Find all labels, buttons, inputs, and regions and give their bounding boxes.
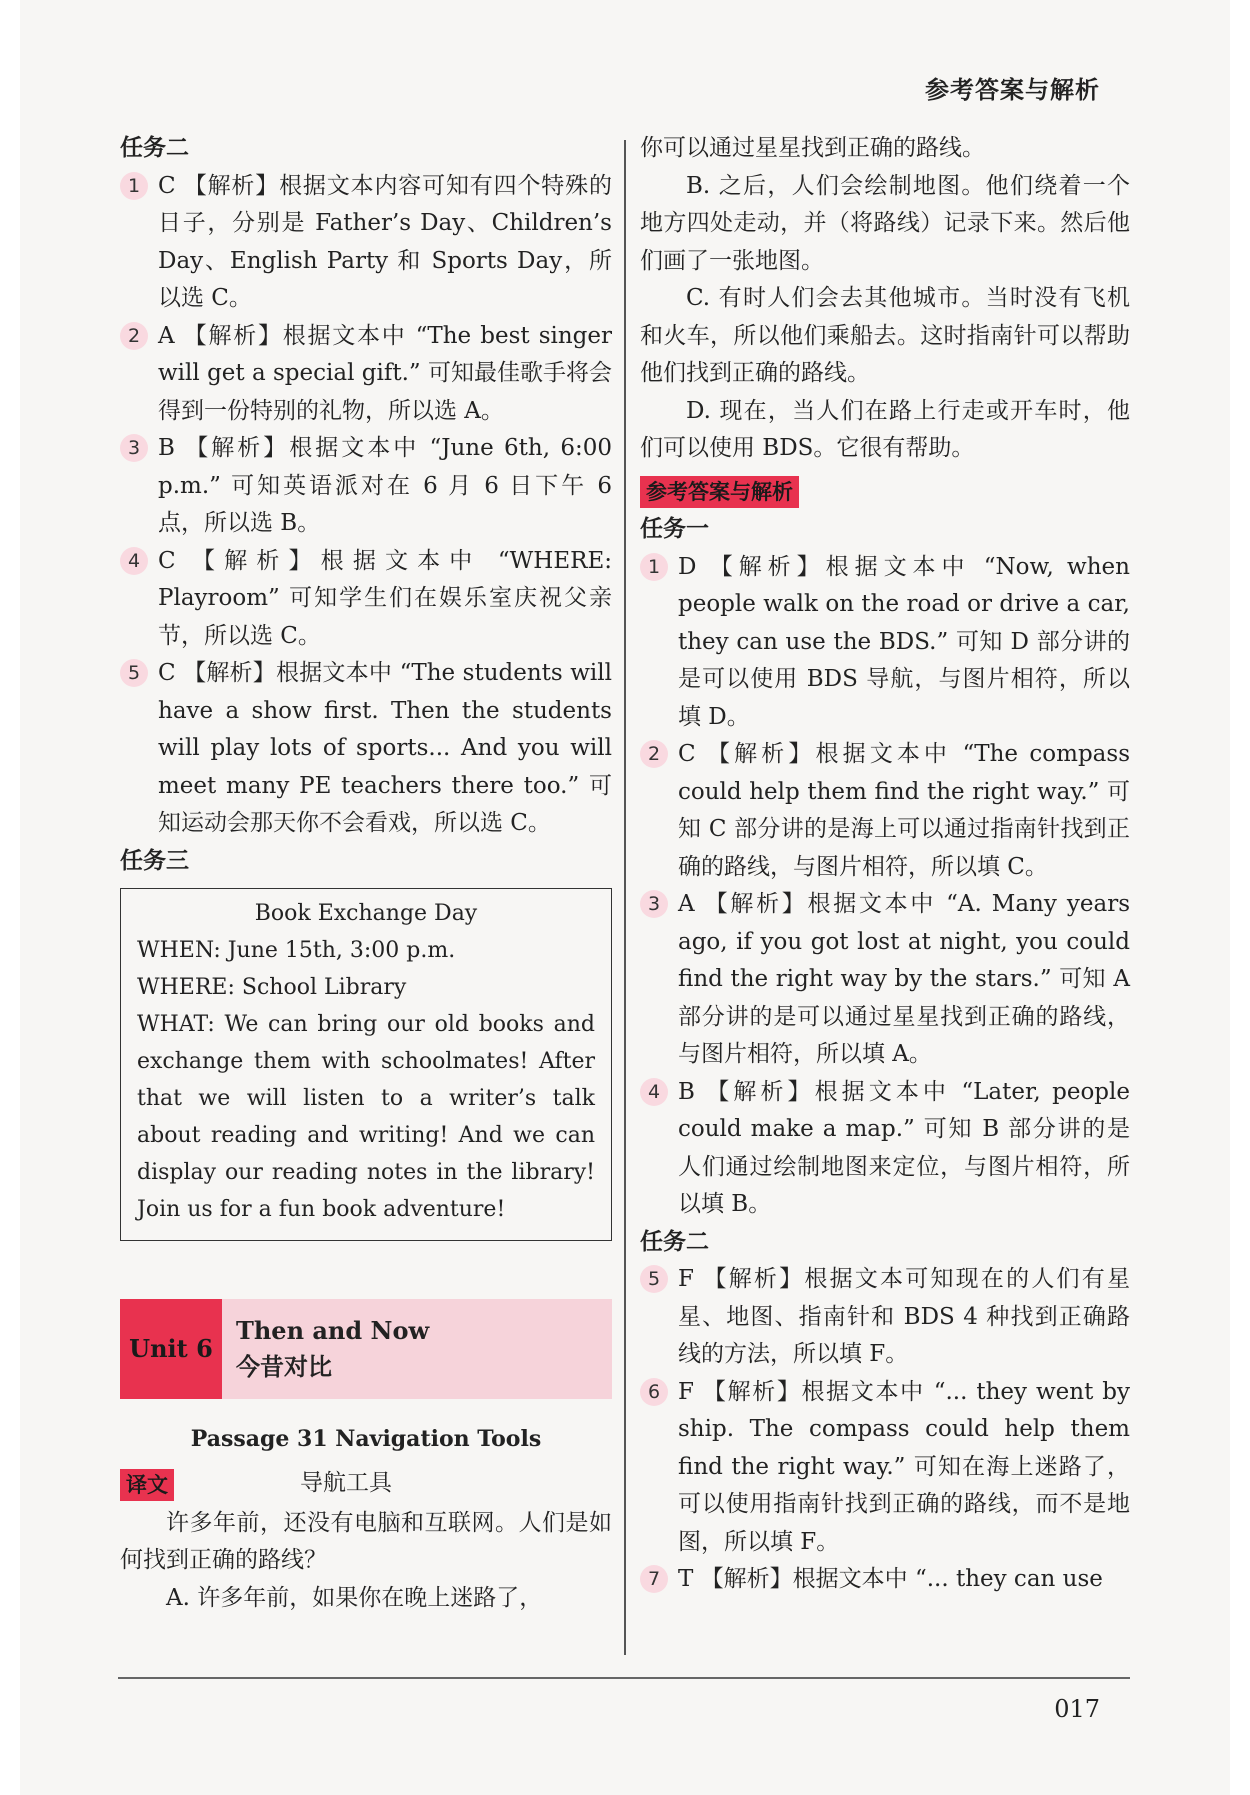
item-text: B 【解析】根据文本中 “June 6th, 6:00 p.m.” 可知英语派对在 6 月 6 日下午 6 点，所以选 B。 (158, 435, 612, 536)
item-text: D 【解析】根据文本中 “Now, when people walk on the road or drive a car, they can use the BDS.” 可知 D 部分讲的是可以使用 BDS 导航，与图片相符，所以填 D。 (678, 553, 1130, 730)
translation-tag: 译文 (120, 1469, 174, 1501)
unit-banner (120, 1299, 612, 1399)
unit-title-en: Then and Now (236, 1316, 430, 1345)
notice-where: WHERE: School Library (137, 975, 407, 1000)
right-column (640, 130, 1130, 1599)
item-number: 4 (120, 547, 148, 575)
item-number: 6 (640, 1378, 668, 1406)
unit-label: Unit 6 (120, 1299, 222, 1399)
item-number: 1 (120, 172, 148, 200)
item-text: C 【解析】根据文本内容可知有四个特殊的日子，分别是 Father’s Day、Children’s Day、English Party 和 Sports Day，所以选 C。 (158, 172, 612, 311)
section-heading-task2-right: 任务二 (640, 1228, 709, 1255)
answer-item (120, 318, 612, 431)
answer-tag-row (640, 474, 1130, 512)
answer-item (120, 430, 612, 543)
answer-item (120, 543, 612, 656)
item-number: 2 (640, 740, 668, 768)
left-column (120, 130, 612, 1617)
page (20, 0, 1230, 1795)
item-number: 7 (640, 1565, 668, 1593)
translation-paragraph: C. 有时人们会去其他城市。当时没有飞机和火车，所以他们乘船去。这时指南针可以帮助他们找到正确的路线。 (640, 285, 1130, 386)
answer-item (640, 736, 1130, 886)
translation-paragraph: A. 许多年前，如果你在晚上迷路了， (166, 1584, 543, 1611)
item-text: C 【解析】根据文本中 “The students will have a show first. Then the students will play lots of sports... And you will meet many PE teachers there too.” 可知运动会那天你不会看戏，所以选 C。 (158, 660, 612, 836)
item-text: F 【解析】根据文本中 “... they went by ship. The compass could help them find the right way.” 可知在海上迷路了，可以使用指南针找到正确的路线，而不是地图，所以填 F。 (678, 1378, 1130, 1555)
answer-tag: 参考答案与解析 (640, 476, 799, 508)
item-text: C 【解析】根据文本中 “The compass could help them find the right way.” 可知 C 部分讲的是海上可以通过指南针找到正确的路线，与图片相符，所以填 C。 (678, 741, 1130, 880)
item-text: B 【解析】根据文本中 “Later, people could make a map.” 可知 B 部分讲的是人们通过绘制地图来定位，与图片相符，所以填 B。 (678, 1078, 1130, 1217)
passage-title: Passage 31 Navigation Tools (190, 1426, 542, 1452)
translation-paragraph: D. 现在，当人们在路上行走或开车时，他们可以使用 BDS。它很有帮助。 (640, 397, 1130, 461)
item-number: 1 (640, 553, 668, 581)
footer-rule (118, 1677, 1130, 1679)
item-text: T 【解析】根据文本中 “... they can use (678, 1566, 1103, 1592)
item-number: 5 (640, 1265, 668, 1293)
section-heading-task1: 任务一 (640, 516, 709, 542)
notice-what: WHAT: We can bring our old books and exchange them with schoolmates! After that we will listen to a writer’s talk about reading and writing! And we can display our reading notes in the library! Join us for a fun book adventure! (137, 1012, 595, 1222)
item-number: 2 (120, 322, 148, 350)
translation-paragraph: B. 之后，人们会绘制地图。他们绕着一个地方四处走动，并（将路线）记录下来。然后他们画了一张地图。 (640, 172, 1130, 274)
item-number: 3 (120, 434, 148, 462)
item-text: C 【解析】根据文本中 “WHERE: Playroom” 可知学生们在娱乐室庆祝父亲节，所以选 C。 (158, 547, 612, 649)
answer-item (640, 549, 1130, 737)
translation-title: 导航工具 (300, 1469, 392, 1496)
item-text: A 【解析】根据文本中 “The best singer will get a special gift.” 可知最佳歌手将会得到一份特别的礼物，所以选 A。 (158, 322, 612, 424)
translation-paragraph: 你可以通过星星找到正确的路线。 (640, 135, 985, 161)
item-number: 4 (640, 1078, 668, 1106)
answer-item (640, 1374, 1130, 1562)
translation-row (120, 1465, 612, 1505)
translation-paragraph: 许多年前，还没有电脑和互联网。人们是如何找到正确的路线？ (120, 1509, 612, 1573)
unit-title-block (222, 1299, 429, 1399)
item-text: A 【解析】根据文本中 “A. Many years ago, if you got lost at night, you could find the right way by the stars.” 可知 A 部分讲的是可以通过星星找到正确的路线，与图片相符，所以填 A。 (678, 891, 1130, 1067)
item-number: 3 (640, 890, 668, 918)
column-divider (624, 140, 626, 1655)
page-number: 017 (1054, 1695, 1100, 1723)
section-heading-task3: 任务三 (120, 847, 189, 874)
notice-title: Book Exchange Day (254, 901, 478, 926)
item-number: 5 (120, 659, 148, 687)
answer-item (120, 655, 612, 843)
answer-item (640, 1261, 1130, 1374)
header-title: 参考答案与解析 (925, 76, 1100, 104)
answer-item (640, 1074, 1130, 1224)
section-heading-task2: 任务二 (120, 135, 189, 161)
notice-box (120, 888, 612, 1241)
unit-title-cn: 今昔对比 (236, 1352, 332, 1381)
item-text: F 【解析】根据文本可知现在的人们有星星、地图、指南针和 BDS 4 种找到正确路线的方法，所以填 F。 (678, 1266, 1130, 1367)
notice-when: WHEN: June 15th, 3:00 p.m. (137, 938, 456, 963)
answer-item (120, 168, 612, 318)
answer-item (640, 1561, 1130, 1599)
answer-item (640, 886, 1130, 1074)
